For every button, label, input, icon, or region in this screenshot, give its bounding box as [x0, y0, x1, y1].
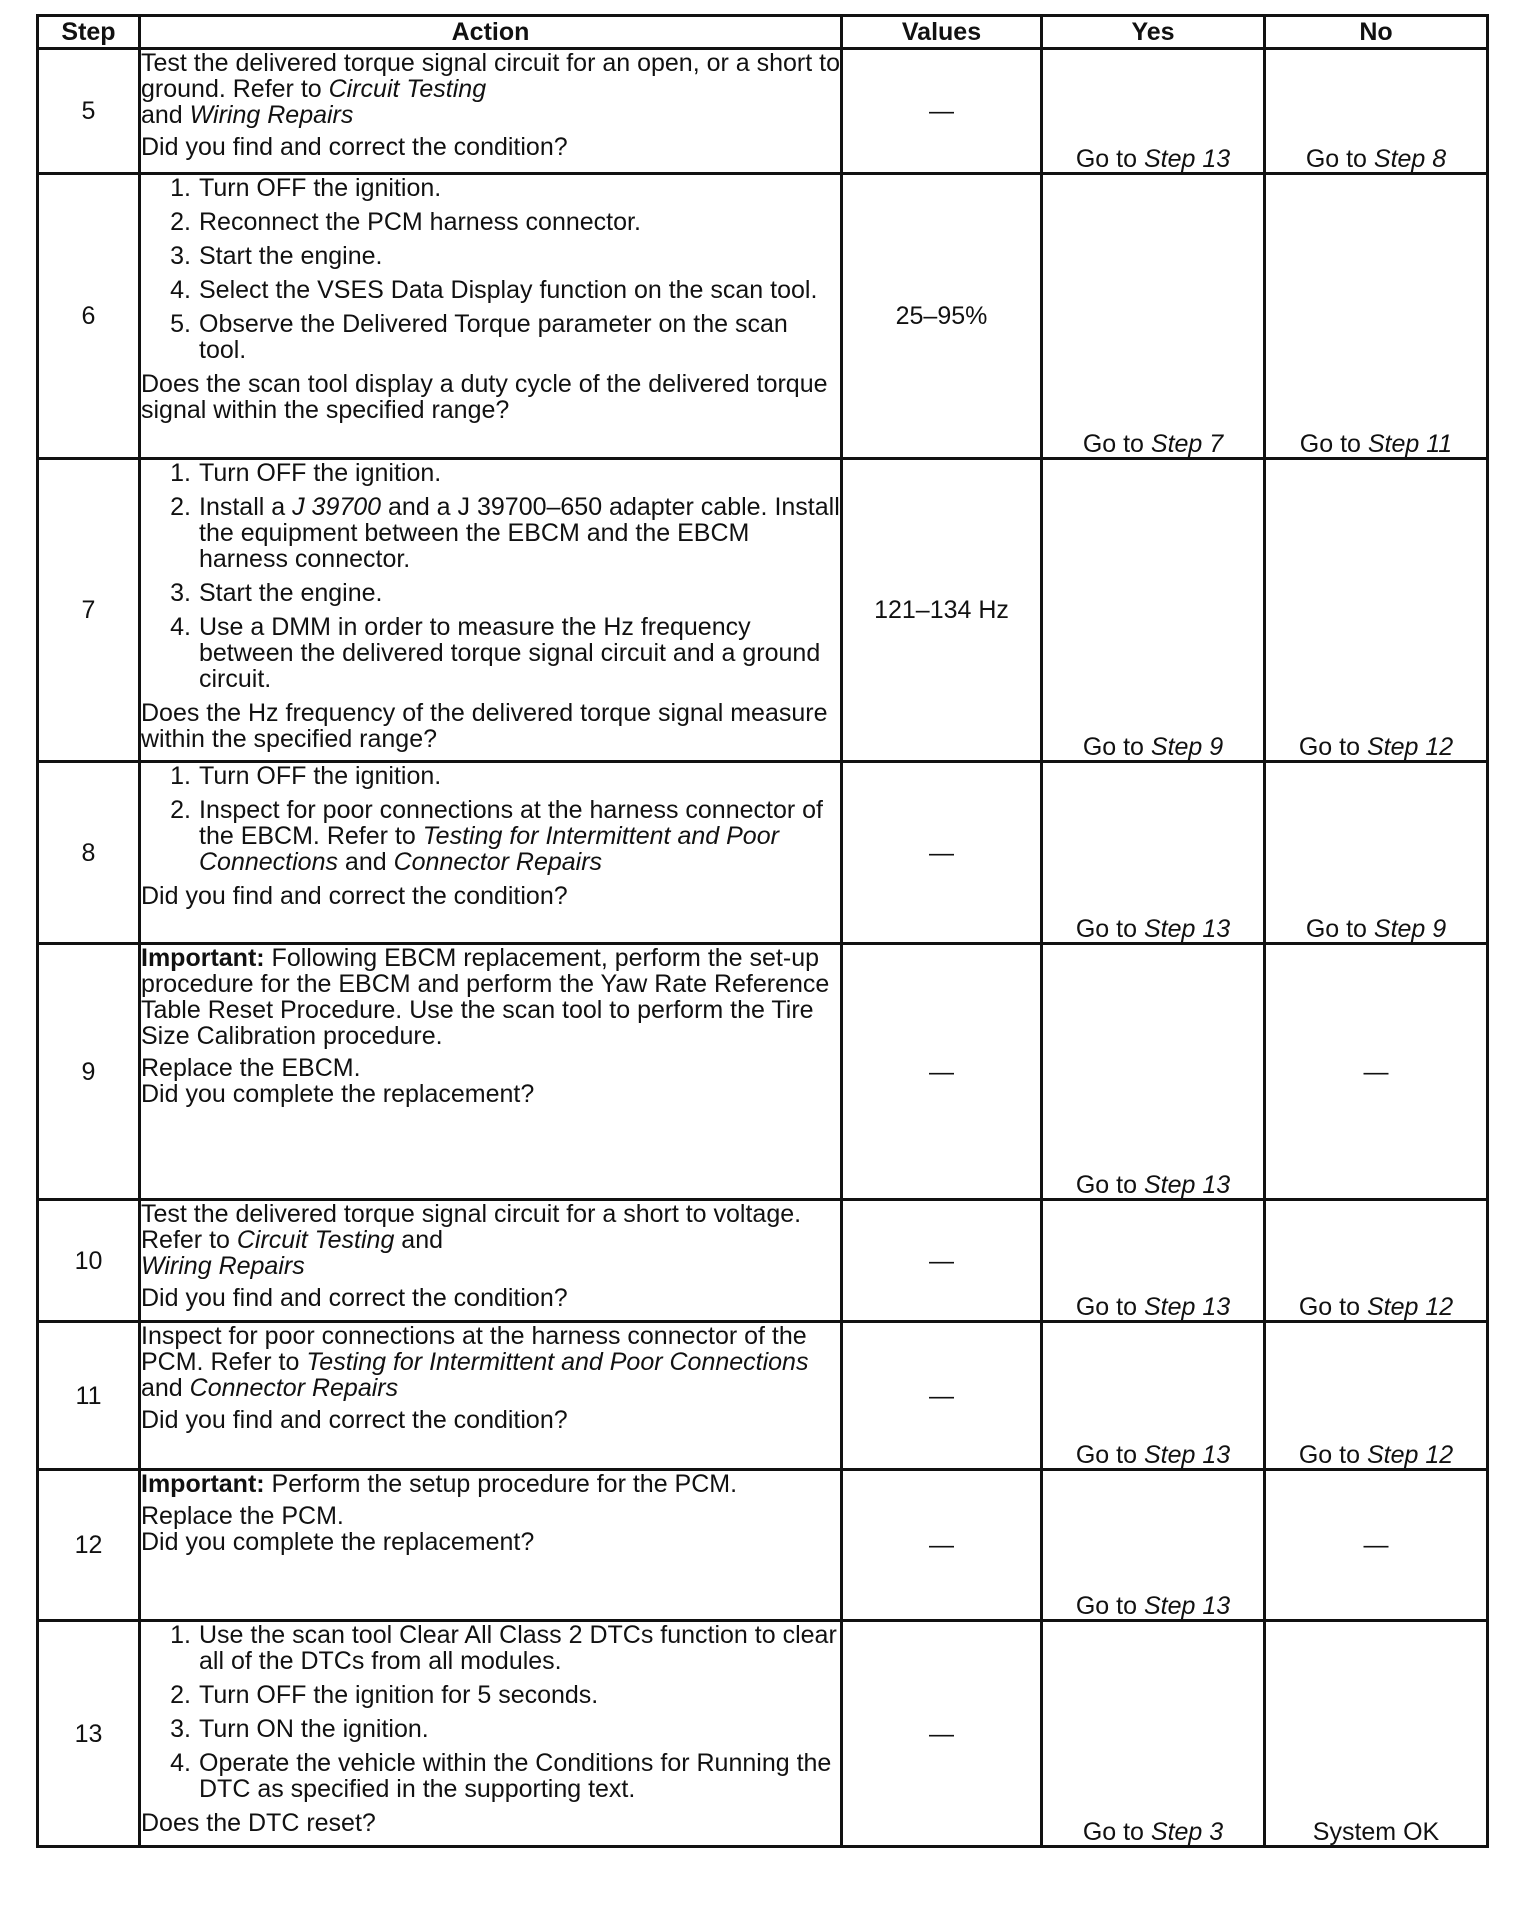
no-cell: Go to Step 8: [1265, 49, 1488, 174]
header-no: No: [1265, 16, 1488, 49]
list-item: 1. Turn OFF the ignition.: [170, 459, 442, 487]
action-question: Did you find and correct the condition?: [141, 1284, 568, 1312]
yes-cell: Go to Step 13: [1042, 49, 1265, 174]
action-cell: [140, 1200, 842, 1322]
table-row: [38, 1621, 1488, 1847]
table-row: [38, 944, 1488, 1200]
no-cell: —: [1265, 944, 1488, 1200]
action-steps: [141, 763, 840, 883]
list-item: 4. Use a DMM in order to measure the Hz frequency between the delivered torque signal circuit and a ground circuit.: [170, 613, 821, 693]
action-question: Did you find and correct the condition?: [141, 882, 568, 910]
action-steps: [141, 460, 840, 700]
table-row: [38, 49, 1488, 174]
yes-cell: Go to Step 13: [1042, 762, 1265, 944]
no-cell: Go to Step 12: [1265, 1322, 1488, 1470]
value-cell: —: [842, 762, 1042, 944]
table-row: [38, 459, 1488, 762]
action-steps: [141, 175, 840, 371]
yes-cell: Go to Step 3: [1042, 1621, 1265, 1847]
step-number: 12: [38, 1470, 140, 1621]
action-text: Replace the PCM.: [141, 1502, 344, 1530]
header-step: Step: [38, 16, 140, 49]
table-row: [38, 1200, 1488, 1322]
value-cell: 121–134 Hz: [842, 459, 1042, 762]
no-cell: System OK: [1265, 1621, 1488, 1847]
yes-cell: Go to Step 7: [1042, 174, 1265, 459]
action-cell: [140, 1470, 842, 1621]
action-question: Did you complete the replacement?: [141, 1528, 535, 1556]
list-item: 3. Turn ON the ignition.: [170, 1715, 429, 1743]
value-cell: —: [842, 1621, 1042, 1847]
table-row: [38, 1470, 1488, 1621]
action-question: Does the Hz frequency of the delivered torque signal measure within the specified range?: [141, 699, 828, 753]
action-text: Test the delivered torque signal circuit for an open, or a short to ground. Refer to Circuit Testing and Wiring Repairs: [141, 49, 840, 129]
table-row: [38, 174, 1488, 459]
action-text: Inspect for poor connections at the harness connector of the PCM. Refer to Testing for Intermittent and Poor Connections and Connector Repairs: [141, 1322, 809, 1402]
action-question: Does the scan tool display a duty cycle of the delivered torque signal within the specified range?: [141, 370, 828, 424]
action-cell: [140, 174, 842, 459]
list-item: 4. Operate the vehicle within the Conditions for Running the DTC as specified in the supporting text.: [170, 1749, 832, 1803]
action-question: Did you find and correct the condition?: [141, 133, 568, 161]
list-item: 1. Use the scan tool Clear All Class 2 DTCs function to clear all of the DTCs from all modules.: [170, 1621, 837, 1675]
no-cell: —: [1265, 1470, 1488, 1621]
step-number: 8: [38, 762, 140, 944]
table-row: [38, 762, 1488, 944]
action-cell: [140, 1322, 842, 1470]
action-cell: [140, 49, 842, 174]
yes-cell: Go to Step 9: [1042, 459, 1265, 762]
action-cell: [140, 944, 842, 1200]
header-yes: Yes: [1042, 16, 1265, 49]
step-number: 5: [38, 49, 140, 174]
table-row: [38, 1322, 1488, 1470]
value-cell: —: [842, 1322, 1042, 1470]
action-text: Test the delivered torque signal circuit for a short to voltage. Refer to Circuit Testing and Wiring Repairs: [141, 1200, 802, 1280]
list-item: 2. Inspect for poor connections at the harness connector of the EBCM. Refer to Testing for Intermittent and Poor Connections and Connector Repairs: [170, 796, 823, 876]
yes-cell: Go to Step 13: [1042, 1470, 1265, 1621]
yes-cell: Go to Step 13: [1042, 1200, 1265, 1322]
yes-cell: Go to Step 13: [1042, 944, 1265, 1200]
header-values: Values: [842, 16, 1042, 49]
list-item: 2. Turn OFF the ignition for 5 seconds.: [170, 1681, 599, 1709]
list-item: 1. Turn OFF the ignition.: [170, 762, 442, 790]
value-cell: —: [842, 49, 1042, 174]
action-question: Does the DTC reset?: [141, 1809, 376, 1837]
value-cell: —: [842, 1470, 1042, 1621]
step-number: 13: [38, 1621, 140, 1847]
list-item: 3. Start the engine.: [170, 242, 383, 270]
step-number: 10: [38, 1200, 140, 1322]
list-item: 2. Install a J 39700 and a J 39700–650 adapter cable. Install the equipment between the EBCM and the EBCM harness connector.: [170, 493, 840, 573]
no-cell: Go to Step 12: [1265, 1200, 1488, 1322]
action-question: Did you complete the replacement?: [141, 1080, 535, 1108]
step-number: 11: [38, 1322, 140, 1470]
header-row: [38, 16, 1488, 49]
step-number: 7: [38, 459, 140, 762]
action-question: Did you find and correct the condition?: [141, 1406, 568, 1434]
list-item: 3. Start the engine.: [170, 579, 383, 607]
diagnostic-table: [36, 14, 1489, 1848]
no-cell: Go to Step 11: [1265, 174, 1488, 459]
list-item: 5. Observe the Delivered Torque parameter on the scan tool.: [170, 310, 788, 364]
important-note: Important: Following EBCM replacement, perform the set-up procedure for the EBCM and perform the Yaw Rate Reference Table Reset Procedure. Use the scan tool to perform the Tire Size Calibration procedure.: [141, 944, 830, 1050]
action-cell: [140, 762, 842, 944]
action-cell: [140, 1621, 842, 1847]
no-cell: Go to Step 9: [1265, 762, 1488, 944]
list-item: 2. Reconnect the PCM harness connector.: [170, 208, 641, 236]
list-item: 1. Turn OFF the ignition.: [170, 174, 442, 202]
action-cell: [140, 459, 842, 762]
value-cell: —: [842, 944, 1042, 1200]
action-steps: [141, 1622, 840, 1810]
step-number: 9: [38, 944, 140, 1200]
value-cell: —: [842, 1200, 1042, 1322]
no-cell: Go to Step 12: [1265, 459, 1488, 762]
action-text: Replace the EBCM.: [141, 1054, 361, 1082]
step-number: 6: [38, 174, 140, 459]
important-note: Important: Perform the setup procedure for the PCM.: [141, 1470, 738, 1498]
header-action: Action: [140, 16, 842, 49]
yes-cell: Go to Step 13: [1042, 1322, 1265, 1470]
value-cell: 25–95%: [842, 174, 1042, 459]
list-item: 4. Select the VSES Data Display function on the scan tool.: [170, 276, 818, 304]
